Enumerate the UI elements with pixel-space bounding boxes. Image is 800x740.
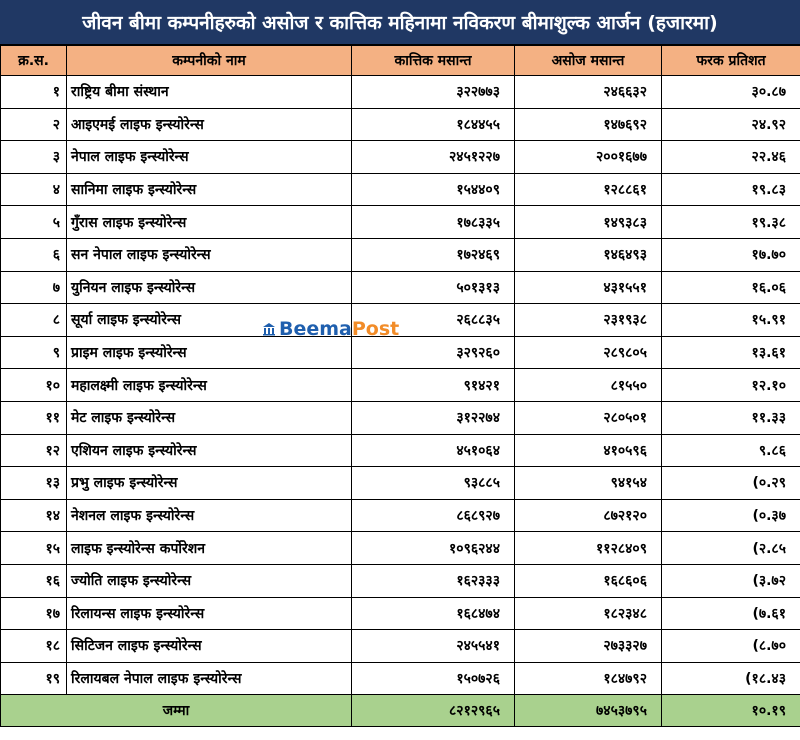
row-diff: ११.३३ — [662, 401, 800, 434]
row-company-name: एशियन लाइफ इन्स्योरेन्स — [67, 434, 352, 467]
row-kartik: ९१४२१ — [352, 369, 515, 402]
row-kartik: ९३८८५ — [352, 467, 515, 500]
row-serial: १० — [1, 369, 67, 402]
row-company-name: गुँरास लाइफ इन्स्योरेन्स — [67, 206, 352, 239]
table-row — [1, 304, 800, 337]
row-asoj: १८२३४८ — [515, 597, 662, 630]
row-diff: १५.९१ — [662, 304, 800, 337]
row-kartik: ८६८९२७ — [352, 499, 515, 532]
total-row — [1, 695, 800, 727]
header-diff: फरक प्रतिशत — [662, 46, 800, 76]
row-serial: ८ — [1, 304, 67, 337]
row-kartik: ३२९२६० — [352, 336, 515, 369]
row-asoj: ८७२१२० — [515, 499, 662, 532]
table-row — [1, 401, 800, 434]
table-row — [1, 564, 800, 597]
table-row — [1, 532, 800, 565]
row-kartik: १७८३३५ — [352, 206, 515, 239]
row-kartik: ५०१३१३ — [352, 271, 515, 304]
row-diff: (७.६१ — [662, 597, 800, 630]
row-kartik: २६८८३५ — [352, 304, 515, 337]
row-serial: १२ — [1, 434, 67, 467]
total-asoj: ७४५३७९५ — [515, 695, 662, 727]
header-serial: क्र.स. — [1, 46, 67, 76]
table-row — [1, 467, 800, 500]
row-asoj: ९४१५४ — [515, 467, 662, 500]
premium-table — [0, 45, 800, 727]
row-asoj: २००१६७७ — [515, 141, 662, 174]
table-row — [1, 141, 800, 174]
row-kartik: १६२३३३ — [352, 564, 515, 597]
row-company-name: सूर्या लाइफ इन्स्योरेन्स — [67, 304, 352, 337]
row-diff: २२.४६ — [662, 141, 800, 174]
row-company-name: सानिमा लाइफ इन्स्योरेन्स — [67, 173, 352, 206]
row-diff: १९.३८ — [662, 206, 800, 239]
header-kartik: कात्तिक मसान्त — [352, 46, 515, 76]
row-company-name: ज्योति लाइफ इन्स्योरेन्स — [67, 564, 352, 597]
row-serial: ४ — [1, 173, 67, 206]
row-asoj: १८४७९२ — [515, 662, 662, 695]
row-kartik: १५०७२६ — [352, 662, 515, 695]
row-kartik: २४५१२२७ — [352, 141, 515, 174]
row-company-name: राष्ट्रिय बीमा संस्थान — [67, 76, 352, 109]
row-kartik: १७२४६९ — [352, 238, 515, 271]
total-diff: १०.१९ — [662, 695, 800, 727]
row-company-name: नेशनल लाइफ इन्स्योरेन्स — [67, 499, 352, 532]
row-serial: १९ — [1, 662, 67, 695]
row-company-name: आइएमई लाइफ इन्स्योरेन्स — [67, 108, 352, 141]
row-diff: (०.२९ — [662, 467, 800, 500]
row-serial: ५ — [1, 206, 67, 239]
row-asoj: ४३१५५१ — [515, 271, 662, 304]
row-company-name: महालक्ष्मी लाइफ इन्स्योरेन्स — [67, 369, 352, 402]
row-asoj: २३१९३८ — [515, 304, 662, 337]
table-row — [1, 206, 800, 239]
row-diff: (१८.४३ — [662, 662, 800, 695]
row-diff: १३.६१ — [662, 336, 800, 369]
row-kartik: ३१२२७४ — [352, 401, 515, 434]
row-serial: ३ — [1, 141, 67, 174]
table-row — [1, 238, 800, 271]
row-diff: २४.९२ — [662, 108, 800, 141]
row-serial: १३ — [1, 467, 67, 500]
row-company-name: नेपाल लाइफ इन्स्योरेन्स — [67, 141, 352, 174]
row-diff: १७.७० — [662, 238, 800, 271]
row-serial: ९ — [1, 336, 67, 369]
page-title: जीवन बीमा कम्पनीहरुको असोज र कात्तिक महिनामा नविकरण बीमाशुल्क आर्जन (हजारमा) — [0, 0, 800, 45]
watermark-beema: Beema — [279, 318, 352, 340]
row-diff: (०.३७ — [662, 499, 800, 532]
row-asoj: ११२८४०९ — [515, 532, 662, 565]
row-asoj: १४६४९३ — [515, 238, 662, 271]
row-diff: (३.७२ — [662, 564, 800, 597]
watermark-post: Post — [351, 318, 400, 340]
row-kartik: १०९६२४४ — [352, 532, 515, 565]
row-asoj: २८०५०१ — [515, 401, 662, 434]
row-company-name: मेट लाइफ इन्स्योरेन्स — [67, 401, 352, 434]
row-diff: (२.८५ — [662, 532, 800, 565]
row-company-name: सिटिजन लाइफ इन्स्योरेन्स — [67, 630, 352, 663]
row-asoj: १४७६९२ — [515, 108, 662, 141]
row-company-name: प्रभु लाइफ इन्स्योरेन्स — [67, 467, 352, 500]
row-asoj: २४६६३२ — [515, 76, 662, 109]
table-row — [1, 630, 800, 663]
row-kartik: १६८४७४ — [352, 597, 515, 630]
row-serial: १४ — [1, 499, 67, 532]
row-kartik: ४५१०६४ — [352, 434, 515, 467]
row-diff: १२.१० — [662, 369, 800, 402]
row-diff: ९.८६ — [662, 434, 800, 467]
table-header-row — [1, 46, 800, 76]
table-body — [1, 76, 800, 695]
row-kartik: १५४४०९ — [352, 173, 515, 206]
header-company: कम्पनीको नाम — [67, 46, 352, 76]
row-serial: २ — [1, 108, 67, 141]
table-row — [1, 434, 800, 467]
row-kartik: २४५५४१ — [352, 630, 515, 663]
table-row — [1, 108, 800, 141]
row-serial: १५ — [1, 532, 67, 565]
table-row — [1, 173, 800, 206]
row-asoj: २७३३२७ — [515, 630, 662, 663]
row-company-name: रिलायन्स लाइफ इन्स्योरेन्स — [67, 597, 352, 630]
row-asoj: १६८६०६ — [515, 564, 662, 597]
table-row — [1, 336, 800, 369]
total-label: जम्मा — [1, 695, 352, 727]
table-row — [1, 662, 800, 695]
row-serial: १७ — [1, 597, 67, 630]
row-kartik: १८४४५५ — [352, 108, 515, 141]
row-asoj: २८९८०५ — [515, 336, 662, 369]
row-company-name: सन नेपाल लाइफ इन्स्योरेन्स — [67, 238, 352, 271]
header-asoj: असोज मसान्त — [515, 46, 662, 76]
row-serial: ७ — [1, 271, 67, 304]
row-company-name: रिलायबल नेपाल लाइफ इन्स्योरेन्स — [67, 662, 352, 695]
row-company-name: युनियन लाइफ इन्स्योरेन्स — [67, 271, 352, 304]
row-company-name: प्राइम लाइफ इन्स्योरेन्स — [67, 336, 352, 369]
row-serial: ६ — [1, 238, 67, 271]
row-company-name: लाइफ इन्स्योरेन्स कर्पोरेशन — [67, 532, 352, 565]
table-row — [1, 271, 800, 304]
total-kartik: ८२१२९६५ — [352, 695, 515, 727]
row-asoj: ८१५५० — [515, 369, 662, 402]
row-serial: १ — [1, 76, 67, 109]
row-serial: १८ — [1, 630, 67, 663]
row-asoj: १४९३८३ — [515, 206, 662, 239]
table-row — [1, 499, 800, 532]
row-serial: ११ — [1, 401, 67, 434]
table-row — [1, 369, 800, 402]
row-asoj: १२८८६१ — [515, 173, 662, 206]
row-diff: १९.८३ — [662, 173, 800, 206]
row-asoj: ४१०५९६ — [515, 434, 662, 467]
row-diff: १६.०६ — [662, 271, 800, 304]
table-row — [1, 597, 800, 630]
table-row — [1, 76, 800, 109]
row-kartik: ३२२७७३ — [352, 76, 515, 109]
row-serial: १६ — [1, 564, 67, 597]
row-diff: ३०.८७ — [662, 76, 800, 109]
row-diff: (८.७० — [662, 630, 800, 663]
